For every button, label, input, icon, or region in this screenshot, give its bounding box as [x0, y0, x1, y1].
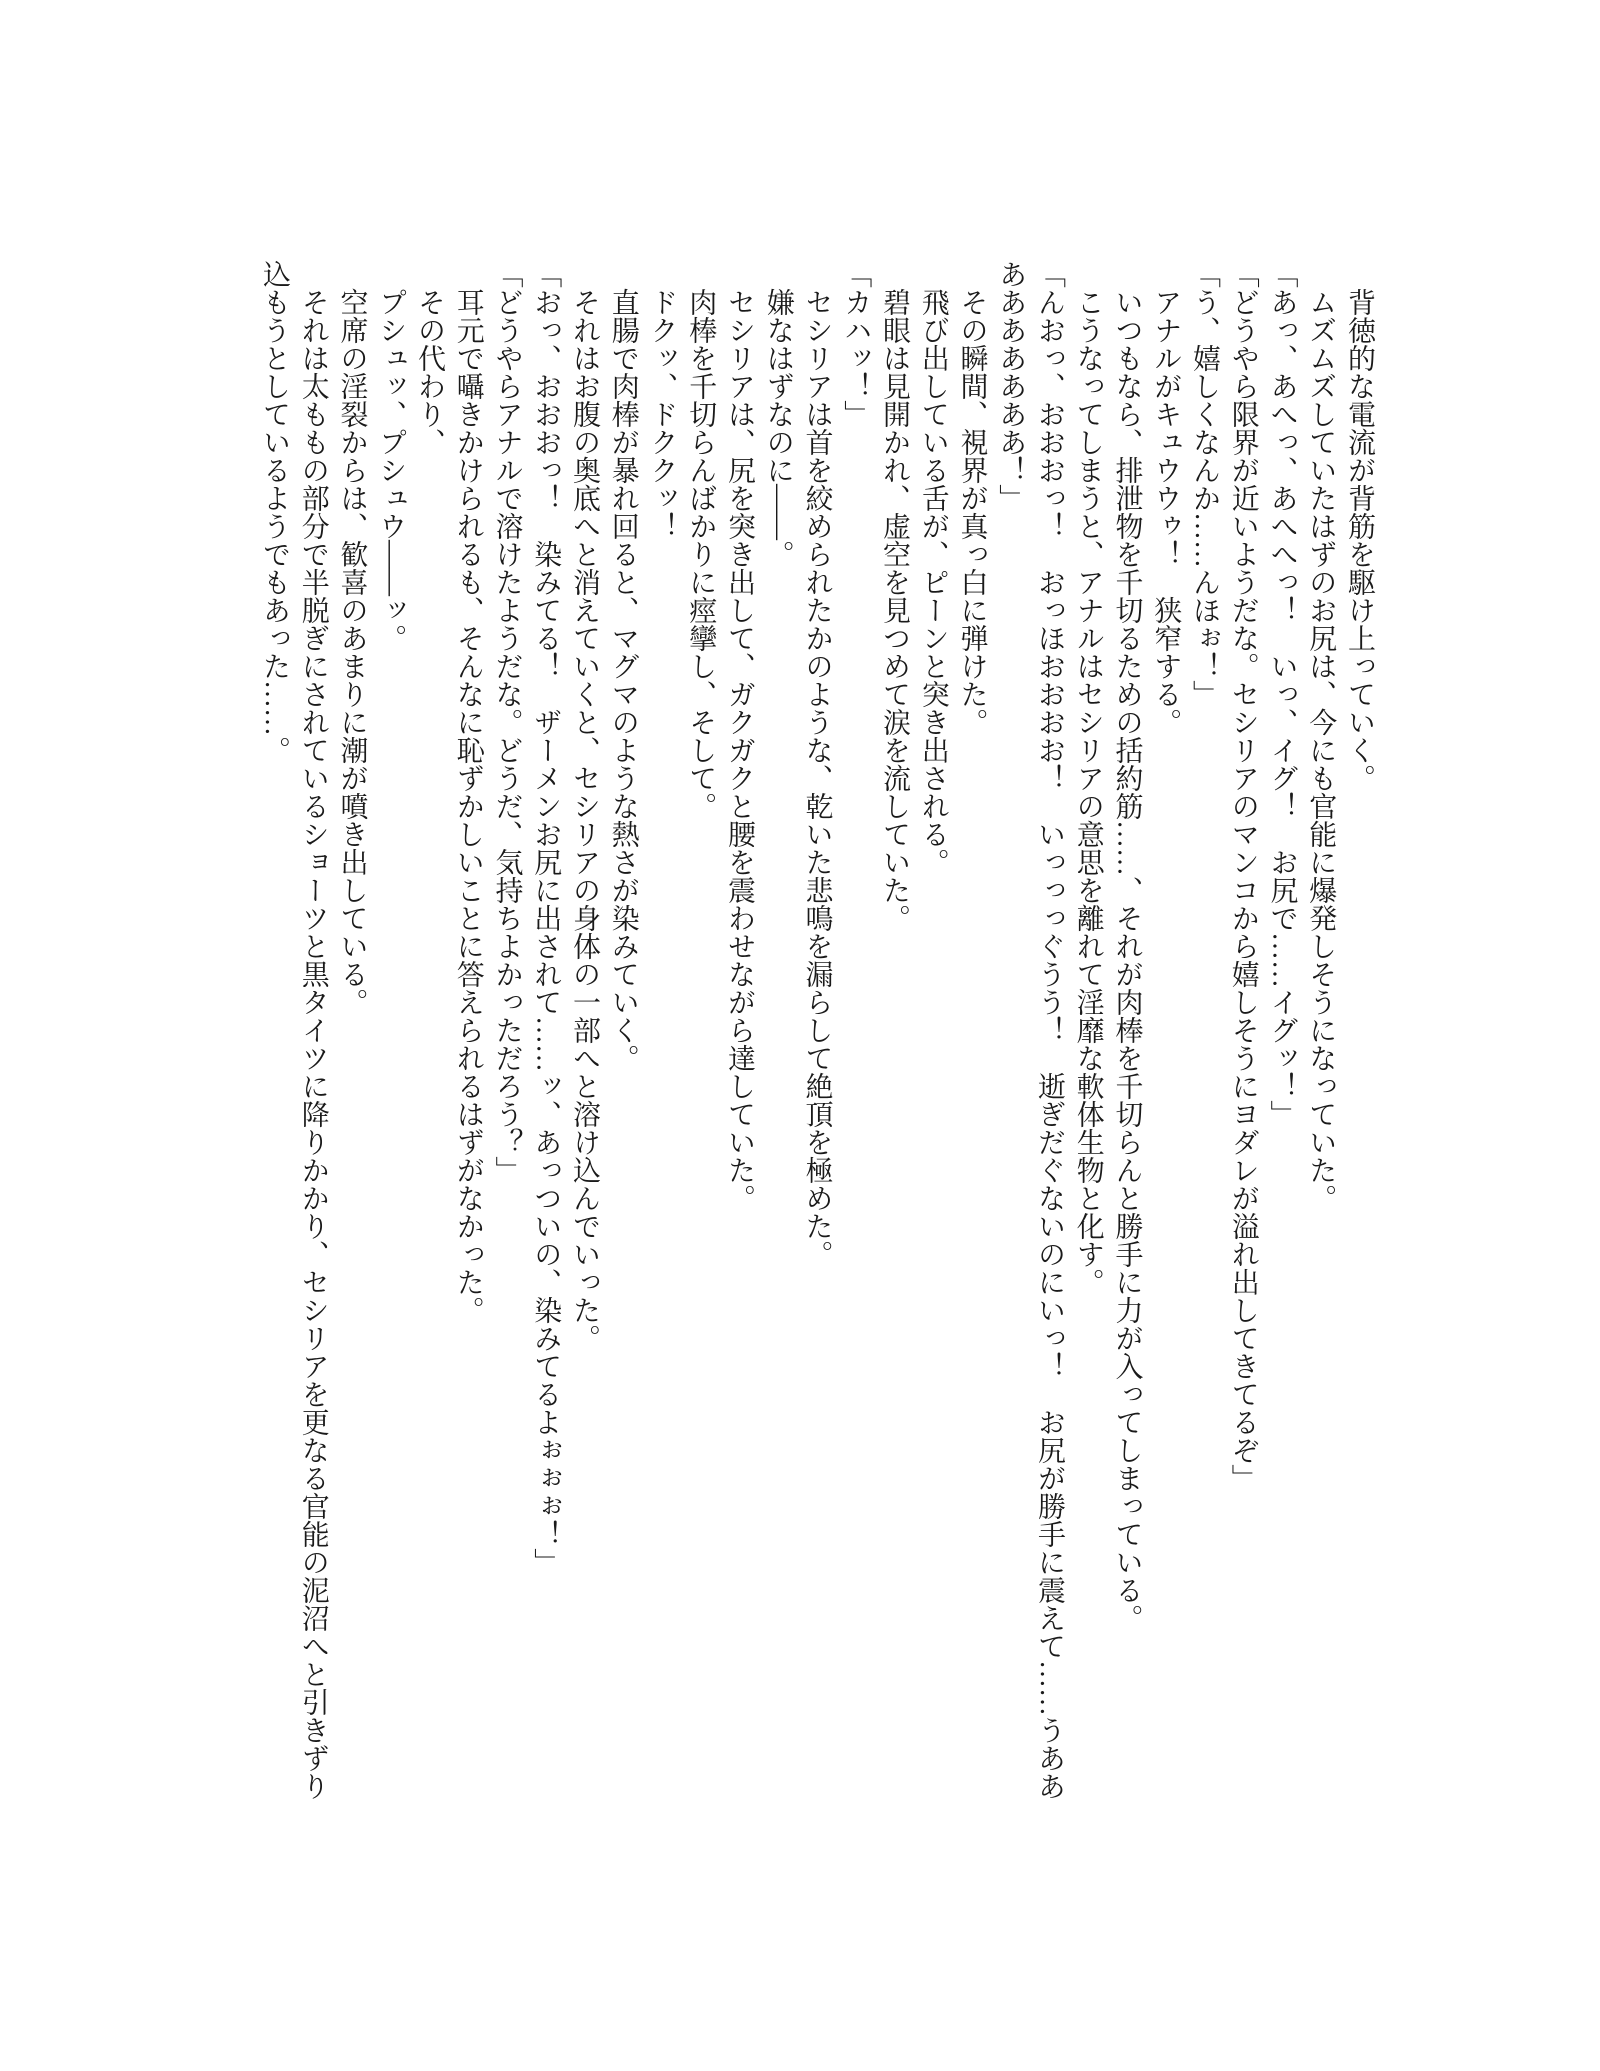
text-column: 背徳的な電流が背筋を駆け上っていく。 [1344, 288, 1375, 792]
text-column: いつもなら、排泄物を千切るための括約筋……、それが肉棒を千切らんと勝手に力が入ってしまっている。 [1111, 288, 1143, 1632]
text-column-continuation: あああああああ！」 [995, 260, 1027, 512]
text-column: 嫌なはずなのに――。 [762, 288, 794, 568]
text-column: その瞬間、視界が真っ白に弾けた。 [956, 288, 988, 736]
text-column: 「カハッ！」 [840, 260, 872, 428]
text-column: アナルがキュウウゥ！ 狭窄する。 [1150, 288, 1182, 736]
text-column: プシュッ、プシュウ――ッ。 [375, 288, 407, 652]
text-column: 「どうやらアナルで溶けたようだな。どうだ、気持ちよかっただろう？」 [491, 260, 523, 1184]
text-column: 「あっ、あへっ、あへへっ！ いっ、イグ！ お尻で……イグッ！」 [1266, 260, 1298, 1128]
text-column: 直腸で肉棒が暴れ回ると、マグマのような熱さが染みていく。 [607, 288, 639, 1072]
text-column: 碧眼は見開かれ、虚空を見つめて涙を流していた。 [879, 288, 910, 932]
text-column: 耳元で囁きかけられるも、そんなに恥ずかしいことに答えられるはずがなかった。 [452, 288, 484, 1324]
text-column: 「んおっ、おおおっ！ おっほおおおお！ いっっっぐうう！ 逝ぎだぐないのにいっ！ お尻が勝手に震えて……うああ [1034, 260, 1065, 1800]
text-column: それはお腹の奥底へと消えていくと、セシリアの身体の一部へと溶け込んでいった。 [569, 288, 600, 1352]
text-column: セシリアは首を絞められたかのような、乾いた悲鳴を漏らして絶頂を極めた。 [801, 288, 833, 1268]
text-column: 「おっ、おおおっ！ 染みてる！ ザーメンお尻に出されて……ッ、あっついの、染みてるよぉぉぉ！」 [530, 260, 562, 1576]
vertical-text-block [254, 260, 1378, 1820]
text-column: ドクッ、ドククッ！ [646, 288, 678, 540]
text-column: セシリアは、尻を突き出して、ガクガクと腰を震わせながら達していた。 [724, 288, 755, 1212]
text-column: 「う、嬉しくなんか……んほぉ！」 [1189, 260, 1220, 708]
text-column: 肉棒を千切らんばかりに痙攣し、そして。 [685, 288, 717, 820]
text-column: ムズムズしていたはずのお尻は、今にも官能に爆発しそうになっていた。 [1305, 288, 1337, 1212]
text-column: それは太ももの部分で半脱ぎにされているショーツと黒タイツに降りかかり、セシリアを更なる官能の泥沼へと引きずり [297, 288, 329, 1800]
text-column: 「どうやら限界が近いようだな。セシリアのマンコから嬉しそうにヨダレが溢れ出してきてるぞ」 [1227, 260, 1259, 1492]
text-column: こうなってしまうと、アナルはセシリアの意思を離れて淫靡な軟体生物と化す。 [1072, 288, 1104, 1296]
text-column: 飛び出している舌が、ピーンと突き出される。 [917, 288, 949, 876]
text-column-continuation: 込もうとしているようでもあった……。 [259, 260, 290, 764]
text-column: 空席の淫裂からは、歓喜のあまりに潮が噴き出している。 [336, 288, 368, 1016]
text-column: その代わり、 [414, 288, 445, 456]
